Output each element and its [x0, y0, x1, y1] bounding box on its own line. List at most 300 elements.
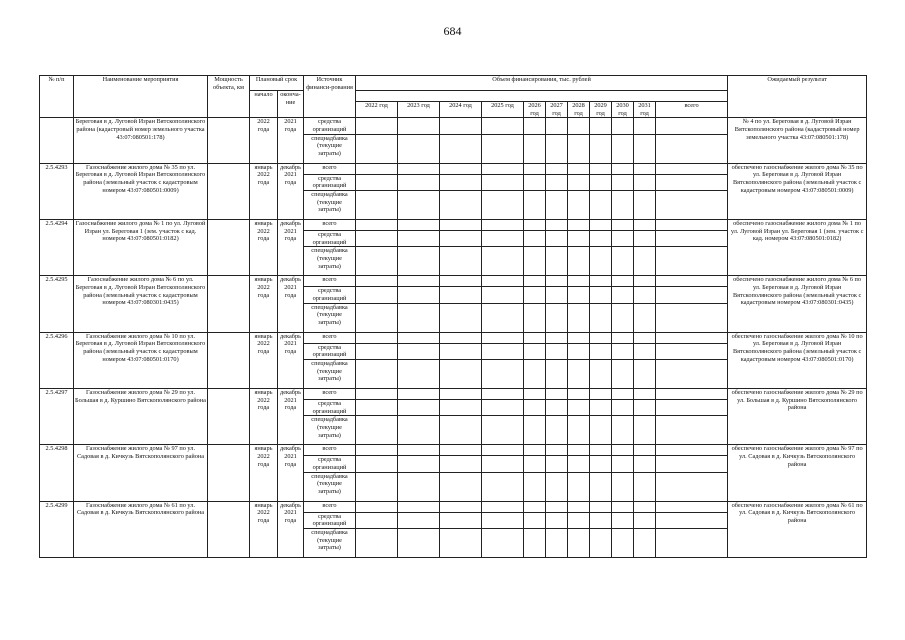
funding-source: средства организаций	[304, 456, 356, 472]
funding-cell	[398, 303, 440, 332]
funding-cell	[356, 529, 398, 558]
funding-cell	[398, 191, 440, 220]
funding-cell	[568, 529, 590, 558]
funding-cell	[634, 220, 656, 231]
end-date: декабрь 2021 года	[278, 445, 304, 501]
funding-cell	[634, 512, 656, 528]
funding-table	[39, 75, 867, 558]
funding-cell	[546, 343, 568, 359]
funding-cell	[590, 276, 612, 287]
funding-cell	[524, 360, 546, 389]
funding-cell	[524, 247, 546, 276]
measure-name: Газоснабжение жилого дома № 61 по ул. Садовая в д. Кичкузь Вятскополянского района	[74, 501, 208, 557]
end-date: декабрь 2021 года	[278, 332, 304, 388]
funding-source: всего	[304, 220, 356, 231]
table-row	[40, 163, 867, 174]
funding-cell	[546, 389, 568, 400]
funding-cell	[590, 529, 612, 558]
funding-cell	[440, 445, 482, 456]
capacity-cell	[208, 332, 250, 388]
funding-cell	[546, 445, 568, 456]
funding-cell	[568, 276, 590, 287]
funding-cell	[546, 163, 568, 174]
funding-cell	[612, 276, 634, 287]
funding-cell	[568, 343, 590, 359]
funding-cell	[656, 220, 728, 231]
expected-result: обеспечено газоснабжение жилого дома № 97 по ул. Садовая в д. Кичкузь Вятскополянского района	[728, 445, 867, 501]
funding-cell	[356, 400, 398, 416]
capacity-cell	[208, 220, 250, 276]
expected-result: обеспечено газоснабжение жилого дома № 61 по ул. Садовая в д. Кичкузь Вятскополянского района	[728, 501, 867, 557]
funding-cell	[440, 231, 482, 247]
funding-cell	[440, 191, 482, 220]
funding-cell	[612, 416, 634, 445]
funding-cell	[524, 220, 546, 231]
funding-cell	[482, 220, 524, 231]
measure-name: Газоснабжение жилого дома № 1 по ул. Луговой Изран ул. Береговая 1 (зем. участок с кад. номером 43:07:080501:0182)	[74, 220, 208, 276]
header-end: оконча-ние	[278, 91, 304, 118]
row-number: 2.5.4296	[40, 332, 74, 388]
measure-name: Береговая в д. Луговой Изран Вятскополянского района (кадастровый номер земельного участка 43:07:080501:178)	[74, 118, 208, 163]
funding-cell	[524, 512, 546, 528]
funding-cell	[524, 276, 546, 287]
funding-cell	[524, 389, 546, 400]
funding-cell	[634, 332, 656, 343]
funding-cell	[590, 118, 612, 134]
funding-cell	[440, 247, 482, 276]
funding-cell	[524, 529, 546, 558]
funding-cell	[440, 472, 482, 501]
funding-cell	[656, 174, 728, 190]
funding-cell	[356, 276, 398, 287]
funding-cell	[634, 247, 656, 276]
funding-cell	[612, 287, 634, 303]
funding-cell	[590, 416, 612, 445]
start-date: январь 2022 года	[250, 163, 278, 219]
funding-cell	[634, 456, 656, 472]
measure-name: Газоснабжение жилого дома № 10 по ул. Береговая в д. Луговой Изран Вятскополянского района (земельный участок с кадастровым номером 43:07:080501:0170)	[74, 332, 208, 388]
funding-cell	[440, 174, 482, 190]
header-source: Источник финанси-рования	[304, 76, 356, 118]
header-start: начало	[250, 91, 278, 118]
funding-cell	[612, 389, 634, 400]
funding-cell	[656, 163, 728, 174]
measure-name: Газоснабжение жилого дома № 35 по ул. Береговая в д. Луговой Изран Вятскополянского района (земельный участок с кадастровым номером 43:07:080501:0009)	[74, 163, 208, 219]
funding-cell	[546, 276, 568, 287]
funding-cell	[590, 512, 612, 528]
funding-cell	[590, 163, 612, 174]
funding-cell	[398, 332, 440, 343]
funding-cell	[590, 191, 612, 220]
funding-cell	[546, 400, 568, 416]
header-funding: Объем финансирования, тыс. рублей	[356, 76, 728, 91]
funding-cell	[482, 512, 524, 528]
table-row	[40, 389, 867, 400]
funding-cell	[546, 134, 568, 163]
funding-cell	[524, 343, 546, 359]
funding-cell	[634, 445, 656, 456]
funding-cell	[656, 400, 728, 416]
header-funding-spacer	[356, 91, 728, 102]
row-number: 2.5.4299	[40, 501, 74, 557]
funding-cell	[568, 134, 590, 163]
funding-cell	[612, 343, 634, 359]
funding-cell	[356, 332, 398, 343]
row-number: 2.5.4295	[40, 276, 74, 332]
funding-cell	[546, 287, 568, 303]
funding-cell	[524, 456, 546, 472]
funding-cell	[546, 220, 568, 231]
funding-cell	[656, 191, 728, 220]
funding-cell	[398, 247, 440, 276]
funding-cell	[482, 400, 524, 416]
funding-cell	[440, 360, 482, 389]
funding-cell	[356, 360, 398, 389]
row-number: 2.5.4294	[40, 220, 74, 276]
funding-cell	[356, 287, 398, 303]
funding-cell	[568, 416, 590, 445]
funding-cell	[356, 303, 398, 332]
funding-cell	[546, 174, 568, 190]
funding-cell	[356, 472, 398, 501]
funding-cell	[634, 174, 656, 190]
funding-cell	[398, 276, 440, 287]
funding-cell	[398, 287, 440, 303]
funding-cell	[656, 529, 728, 558]
funding-cell	[524, 118, 546, 134]
funding-cell	[398, 456, 440, 472]
funding-cell	[440, 501, 482, 512]
funding-cell	[398, 389, 440, 400]
funding-cell	[546, 472, 568, 501]
funding-cell	[568, 163, 590, 174]
funding-cell	[482, 445, 524, 456]
measure-name: Газоснабжение жилого дома № 97 по ул. Садовая в д. Кичкузь Вятскополянского района	[74, 445, 208, 501]
start-date: 2022 года	[250, 118, 278, 163]
funding-cell	[524, 445, 546, 456]
capacity-cell	[208, 501, 250, 557]
funding-cell	[634, 360, 656, 389]
funding-source: всего	[304, 163, 356, 174]
funding-source: спецнадбавка (текущие затраты)	[304, 472, 356, 501]
funding-cell	[634, 529, 656, 558]
funding-cell	[546, 416, 568, 445]
funding-cell	[568, 389, 590, 400]
funding-cell	[524, 416, 546, 445]
funding-cell	[398, 231, 440, 247]
funding-cell	[634, 231, 656, 247]
funding-cell	[440, 134, 482, 163]
end-date: декабрь 2021 года	[278, 389, 304, 445]
funding-cell	[568, 360, 590, 389]
header-period: Плановый срок	[250, 76, 304, 91]
table-row	[40, 332, 867, 343]
funding-cell	[656, 472, 728, 501]
funding-cell	[656, 343, 728, 359]
header-year: 2029 год	[590, 102, 612, 118]
funding-cell	[482, 276, 524, 287]
funding-source: всего	[304, 332, 356, 343]
funding-cell	[398, 220, 440, 231]
funding-cell	[568, 456, 590, 472]
funding-cell	[590, 501, 612, 512]
funding-cell	[398, 529, 440, 558]
funding-cell	[634, 343, 656, 359]
header-year: всего	[656, 102, 728, 118]
funding-cell	[482, 529, 524, 558]
funding-cell	[568, 220, 590, 231]
funding-cell	[612, 231, 634, 247]
funding-cell	[398, 512, 440, 528]
funding-cell	[568, 445, 590, 456]
funding-cell	[634, 416, 656, 445]
funding-cell	[398, 174, 440, 190]
start-date: январь 2022 года	[250, 445, 278, 501]
header-result: Ожидаемый результат	[728, 76, 867, 118]
funding-cell	[612, 174, 634, 190]
expected-result: обеспечено газоснабжение жилого дома № 29 по ул. Большая в д. Куршино Вятскополянского района	[728, 389, 867, 445]
funding-cell	[546, 303, 568, 332]
funding-cell	[482, 343, 524, 359]
funding-cell	[568, 191, 590, 220]
funding-cell	[356, 134, 398, 163]
funding-cell	[590, 343, 612, 359]
end-date: декабрь 2021 года	[278, 276, 304, 332]
start-date: январь 2022 года	[250, 332, 278, 388]
funding-cell	[590, 231, 612, 247]
funding-cell	[590, 220, 612, 231]
funding-cell	[440, 163, 482, 174]
funding-cell	[546, 529, 568, 558]
funding-source: всего	[304, 501, 356, 512]
funding-cell	[356, 512, 398, 528]
funding-cell	[356, 389, 398, 400]
expected-result: обеспечено газоснабжение жилого дома № 6 по ул. Береговая в д. Луговой Изран Вятскополянского района (земельный участок с кадастровым номером 43:07:080301:0435)	[728, 276, 867, 332]
funding-cell	[612, 472, 634, 501]
funding-cell	[590, 303, 612, 332]
funding-cell	[440, 389, 482, 400]
table-row	[40, 501, 867, 512]
funding-cell	[546, 247, 568, 276]
funding-cell	[356, 343, 398, 359]
funding-cell	[568, 118, 590, 134]
header-name: Наименование мероприятия	[74, 76, 208, 118]
header-year: 2026 год	[524, 102, 546, 118]
funding-cell	[568, 231, 590, 247]
header-year: 2030 год	[612, 102, 634, 118]
funding-source: всего	[304, 276, 356, 287]
start-date: январь 2022 года	[250, 276, 278, 332]
funding-cell	[590, 360, 612, 389]
capacity-cell	[208, 445, 250, 501]
funding-cell	[546, 456, 568, 472]
funding-cell	[482, 247, 524, 276]
funding-source: спецнадбавка (текущие затраты)	[304, 360, 356, 389]
funding-cell	[568, 501, 590, 512]
funding-cell	[440, 118, 482, 134]
funding-cell	[590, 287, 612, 303]
expected-result: № 4 по ул. Береговая в д. Луговой Изран Вятскополянского района (кадастровый номер земельного участка 43:07:080501:178)	[728, 118, 867, 163]
funding-cell	[482, 118, 524, 134]
funding-cell	[612, 163, 634, 174]
funding-cell	[440, 332, 482, 343]
funding-cell	[482, 303, 524, 332]
funding-cell	[398, 118, 440, 134]
funding-cell	[568, 332, 590, 343]
expected-result: обеспечено газоснабжение жилого дома № 10 по ул. Береговая в д. Луговой Изран Вятскополянского района (земельный участок с кадастровым номером 43:07:080501:0170)	[728, 332, 867, 388]
header-year: 2028 год	[568, 102, 590, 118]
header-year: 2027 год	[546, 102, 568, 118]
funding-cell	[398, 134, 440, 163]
funding-cell	[546, 191, 568, 220]
header-year: 2031 год	[634, 102, 656, 118]
funding-cell	[482, 287, 524, 303]
funding-cell	[356, 456, 398, 472]
funding-cell	[524, 332, 546, 343]
funding-cell	[440, 276, 482, 287]
funding-cell	[440, 456, 482, 472]
row-number: 2.5.4298	[40, 445, 74, 501]
capacity-cell	[208, 389, 250, 445]
funding-cell	[612, 118, 634, 134]
funding-cell	[656, 456, 728, 472]
funding-cell	[634, 501, 656, 512]
funding-cell	[656, 389, 728, 400]
funding-cell	[440, 303, 482, 332]
end-date: 2021 года	[278, 118, 304, 163]
funding-cell	[568, 247, 590, 276]
funding-cell	[590, 445, 612, 456]
funding-cell	[612, 191, 634, 220]
funding-cell	[612, 529, 634, 558]
end-date: декабрь 2021 года	[278, 220, 304, 276]
funding-cell	[612, 332, 634, 343]
funding-cell	[482, 456, 524, 472]
funding-source: всего	[304, 389, 356, 400]
funding-cell	[612, 247, 634, 276]
funding-cell	[656, 276, 728, 287]
expected-result: обеспечено газоснабжение жилого дома № 35 по ул. Береговая в д. Луговой Изран Вятскополянского района (земельный участок с кадастровым номером 43:07:080501:0009)	[728, 163, 867, 219]
funding-cell	[590, 472, 612, 501]
row-number: 2.5.4297	[40, 389, 74, 445]
funding-cell	[482, 501, 524, 512]
row-number	[40, 118, 74, 163]
capacity-cell	[208, 118, 250, 163]
funding-cell	[634, 134, 656, 163]
funding-cell	[398, 445, 440, 456]
funding-cell	[590, 134, 612, 163]
funding-cell	[356, 501, 398, 512]
header-year: 2024 год	[440, 102, 482, 118]
funding-cell	[634, 303, 656, 332]
funding-cell	[546, 360, 568, 389]
funding-cell	[398, 360, 440, 389]
funding-cell	[440, 343, 482, 359]
funding-cell	[546, 332, 568, 343]
funding-cell	[356, 445, 398, 456]
funding-cell	[656, 134, 728, 163]
end-date: декабрь 2021 года	[278, 501, 304, 557]
funding-cell	[398, 163, 440, 174]
expected-result: обеспечено газоснабжение жилого дома № 1 по ул. Луговой Изран ул. Береговая 1 (зем. участок с кад. номером 43:07:080501:0182)	[728, 220, 867, 276]
funding-cell	[440, 512, 482, 528]
funding-cell	[568, 472, 590, 501]
funding-cell	[524, 231, 546, 247]
funding-cell	[356, 118, 398, 134]
funding-cell	[634, 276, 656, 287]
funding-cell	[524, 400, 546, 416]
funding-cell	[612, 220, 634, 231]
funding-cell	[612, 445, 634, 456]
funding-cell	[634, 287, 656, 303]
funding-cell	[612, 303, 634, 332]
funding-source: спецнадбавка (текущие затраты)	[304, 529, 356, 558]
funding-cell	[590, 247, 612, 276]
funding-cell	[568, 400, 590, 416]
funding-cell	[524, 134, 546, 163]
funding-cell	[482, 416, 524, 445]
funding-cell	[590, 332, 612, 343]
funding-cell	[482, 360, 524, 389]
funding-cell	[356, 247, 398, 276]
funding-cell	[398, 343, 440, 359]
funding-cell	[634, 472, 656, 501]
funding-cell	[568, 512, 590, 528]
funding-source: спецнадбавка (текущие затраты)	[304, 247, 356, 276]
funding-cell	[356, 231, 398, 247]
funding-cell	[612, 400, 634, 416]
funding-cell	[568, 303, 590, 332]
funding-source: спецнадбавка (текущие затраты)	[304, 191, 356, 220]
funding-cell	[524, 191, 546, 220]
funding-cell	[356, 174, 398, 190]
table-row	[40, 220, 867, 231]
header-num: № п/п	[40, 76, 74, 118]
funding-cell	[398, 400, 440, 416]
header-capacity: Мощность объекта, км	[208, 76, 250, 118]
funding-cell	[634, 163, 656, 174]
funding-cell	[656, 118, 728, 134]
funding-cell	[634, 118, 656, 134]
funding-cell	[568, 287, 590, 303]
funding-cell	[482, 191, 524, 220]
row-number: 2.5.4293	[40, 163, 74, 219]
funding-cell	[440, 529, 482, 558]
start-date: январь 2022 года	[250, 501, 278, 557]
table-row	[40, 276, 867, 287]
funding-source: спецнадбавка (текущие затраты)	[304, 134, 356, 163]
funding-cell	[524, 501, 546, 512]
funding-source: средства организаций	[304, 231, 356, 247]
funding-cell	[656, 332, 728, 343]
funding-cell	[440, 220, 482, 231]
funding-cell	[398, 472, 440, 501]
funding-cell	[590, 389, 612, 400]
funding-cell	[524, 174, 546, 190]
funding-cell	[524, 472, 546, 501]
table-row	[40, 118, 867, 134]
funding-cell	[590, 174, 612, 190]
measure-name: Газоснабжение жилого дома № 6 по ул. Береговая в д. Луговой Изран Вятскополянского района (земельный участок с кадастровым номером 43:07:080301:0435)	[74, 276, 208, 332]
page-number: 684	[443, 24, 462, 38]
funding-source: всего	[304, 445, 356, 456]
funding-cell	[612, 134, 634, 163]
funding-source: спецнадбавка (текущие затраты)	[304, 416, 356, 445]
funding-source: средства организаций	[304, 118, 356, 134]
funding-cell	[356, 416, 398, 445]
funding-cell	[356, 191, 398, 220]
funding-cell	[482, 134, 524, 163]
